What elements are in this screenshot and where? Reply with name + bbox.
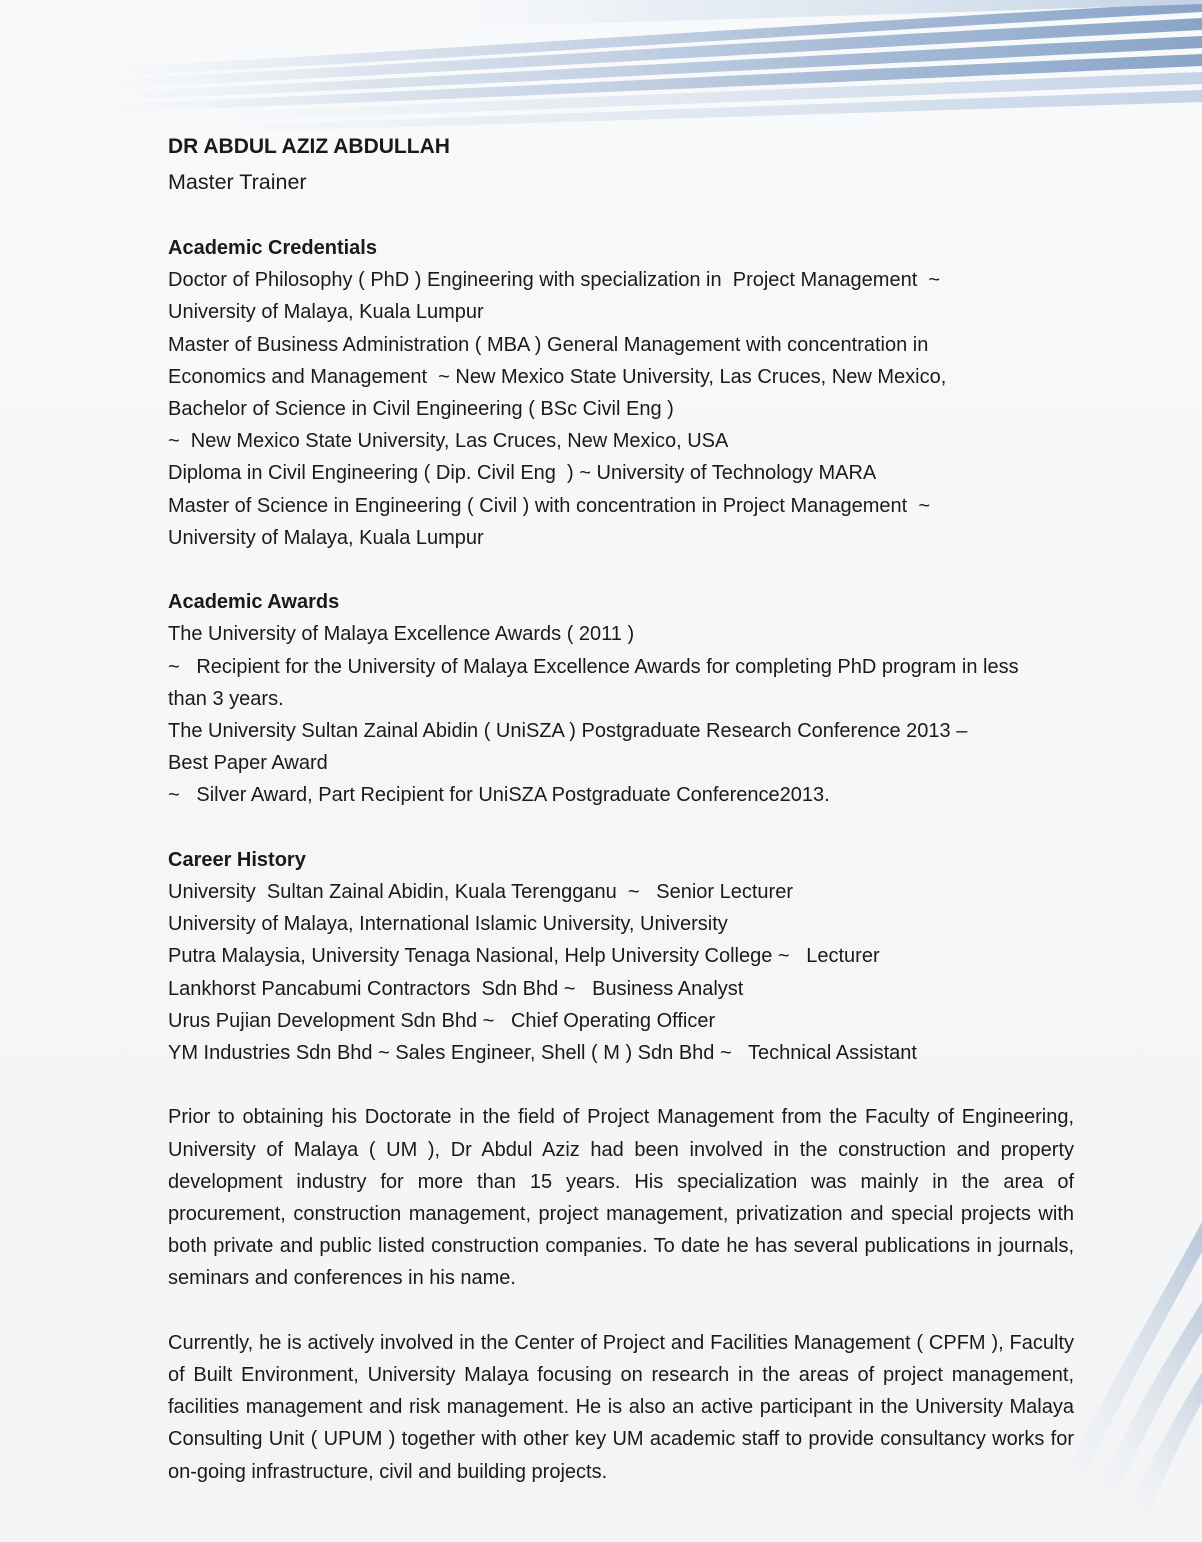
credential-line: Master of Science in Engineering ( Civil ) with concentration in Project Management ~ [168, 494, 931, 517]
career-line: Putra Malaysia, University Tenaga Nasional, Help University College ~ Lecturer [168, 945, 880, 968]
award-line: than 3 years. [168, 687, 284, 710]
career-section [168, 844, 1074, 1069]
award-line: ~ Silver Award, Part Recipient for UniSZA Postgraduate Conference2013. [168, 784, 830, 807]
career-line: Urus Pujian Development Sdn Bhd ~ Chief Operating Officer [168, 1009, 716, 1032]
awards-section [168, 586, 1074, 811]
credentials-heading: Academic Credentials [168, 237, 377, 259]
award-line: ~ Recipient for the University of Malaya Excellence Awards for completing PhD program in less [168, 655, 1019, 678]
header-swoosh-decoration [0, 0, 1202, 150]
credential-line: University of Malaya, Kuala Lumpur [168, 301, 484, 324]
credential-line: Bachelor of Science in Civil Engineering ( BSc Civil Eng ) [168, 398, 674, 421]
person-name: DR ABDUL AZIZ ABDULLAH [168, 135, 450, 158]
career-heading: Career History [168, 848, 306, 871]
career-line: University Sultan Zainal Abidin, Kuala Terengganu ~ Senior Lecturer [168, 881, 793, 904]
document-body [168, 130, 1074, 1520]
career-line: YM Industries Sdn Bhd ~ Sales Engineer, Shell ( M ) Sdn Bhd ~ Technical Assistant [168, 1042, 917, 1065]
career-line: Lankhorst Pancabumi Contractors Sdn Bhd ~ Business Analyst [168, 977, 744, 1000]
award-line: The University Sultan Zainal Abidin ( UniSZA ) Postgraduate Research Conference 2013 – [168, 720, 968, 743]
credential-line: Master of Business Administration ( MBA ) General Management with concentration in [168, 333, 929, 356]
awards-heading: Academic Awards [168, 591, 340, 614]
credential-line: ~ New Mexico State University, Las Cruces, New Mexico, USA [168, 430, 729, 453]
career-line: University of Malaya, International Islamic University, University [168, 913, 728, 936]
credential-line: University of Malaya, Kuala Lumpur [168, 526, 484, 549]
award-line: Best Paper Award [168, 752, 328, 775]
credentials-section [168, 232, 1074, 554]
credential-line: Doctor of Philosophy ( PhD ) Engineering with specialization in Project Management ~ [168, 269, 941, 292]
bio-paragraph: Currently, he is actively involved in the Center of Project and Facilities Management ( CPFM ), Faculty of Built Environment, University Malaya focusing on research in the areas of project management, facilities management and risk management. He is also an active participant in the University Malaya Consulting Unit ( UPUM ) together with other key UM academic staff to provide consultancy works for on-going infrastructure, civil and building projects. [168, 1331, 1074, 1483]
bio-paragraph: Prior to obtaining his Doctorate in the field of Project Management from the Faculty of Engineering, University of Malaya ( UM ), Dr Abdul Aziz had been involved in the construction and property development industry for more than 15 years. His specialization was mainly in the area of procurement, construction management, project management, privatization and special projects with both private and public listed construction companies. To date he has several publications in journals, seminars and conferences in his name. [168, 1106, 1074, 1290]
award-line: The University of Malaya Excellence Awards ( 2011 ) [168, 623, 635, 646]
person-title: Master Trainer [168, 170, 307, 194]
credential-line: Diploma in Civil Engineering ( Dip. Civil Eng ) ~ University of Technology MARA [168, 462, 877, 485]
credential-line: Economics and Management ~ New Mexico State University, Las Cruces, New Mexico, [168, 365, 947, 388]
